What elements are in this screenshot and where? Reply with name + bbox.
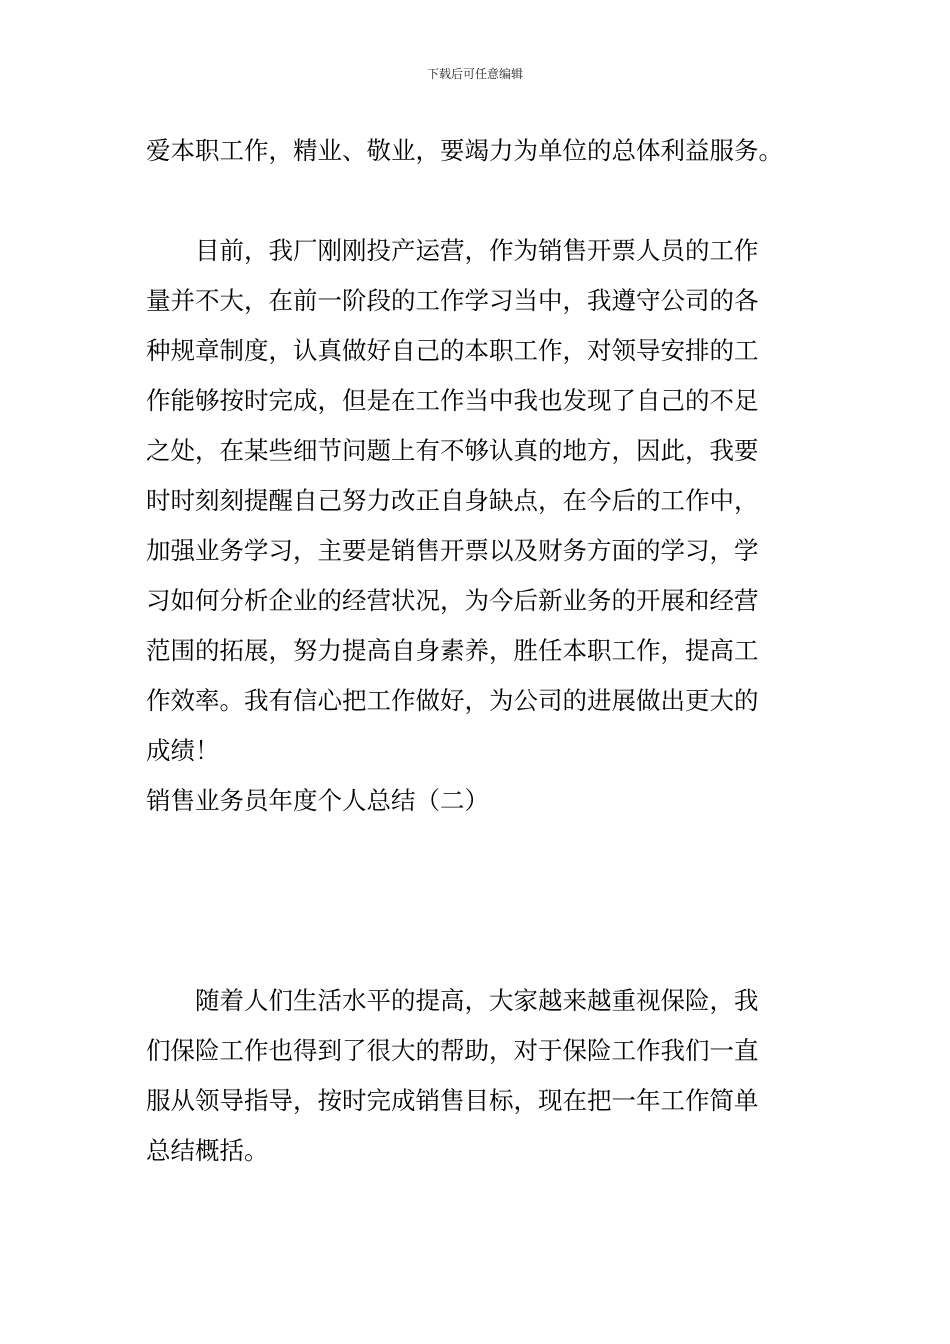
text-line: 加强业务学习，主要是销售开票以及财务方面的学习，学 (146, 536, 759, 565)
section-title: 销售业务员年度个人总结（二） (146, 786, 489, 815)
text-line: 习如何分析企业的经营状况，为今后新业务的开展和经营 (146, 586, 759, 615)
text-line: 作能够按时完成，但是在工作当中我也发现了自己的不足 (146, 386, 759, 415)
text-line: 总结概括。 (146, 1136, 269, 1165)
page-header-note: 下载后可任意编辑 (426, 67, 523, 81)
text-line: 种规章制度，认真做好自己的本职工作，对领导安排的工 (146, 336, 759, 365)
text-line: 作效率。我有信心把工作做好，为公司的进展做出更大的 (146, 686, 759, 715)
paragraph-insurance-intro (146, 976, 806, 1176)
text-line: 目前，我厂刚刚投产运营，作为销售开票人员的工作 (195, 236, 759, 265)
paragraph-work-summary (146, 226, 806, 776)
text-line: 范围的拓展，努力提高自身素养，胜任本职工作，提高工 (146, 636, 759, 665)
text-line: 量并不大，在前一阶段的工作学习当中，我遵守公司的各 (146, 286, 759, 315)
paragraph-continuation (146, 126, 806, 176)
section-heading (146, 776, 806, 826)
text-line: 时时刻刻提醒自己努力改正自身缺点，在今后的工作中， (146, 486, 759, 515)
text-line: 之处，在某些细节问题上有不够认真的地方，因此，我要 (146, 436, 759, 465)
text-line: 们保险工作也得到了很大的帮助，对于保险工作我们一直 (146, 1036, 759, 1065)
text-line: 服从领导指导，按时完成销售目标，现在把一年工作简单 (146, 1086, 759, 1115)
text-line: 随着人们生活水平的提高，大家越来越重视保险，我 (195, 986, 759, 1015)
text-line: 成绩！ (146, 736, 220, 765)
text-line: 爱本职工作，精业、敬业，要竭力为单位的总体利益服务。 (146, 136, 783, 165)
